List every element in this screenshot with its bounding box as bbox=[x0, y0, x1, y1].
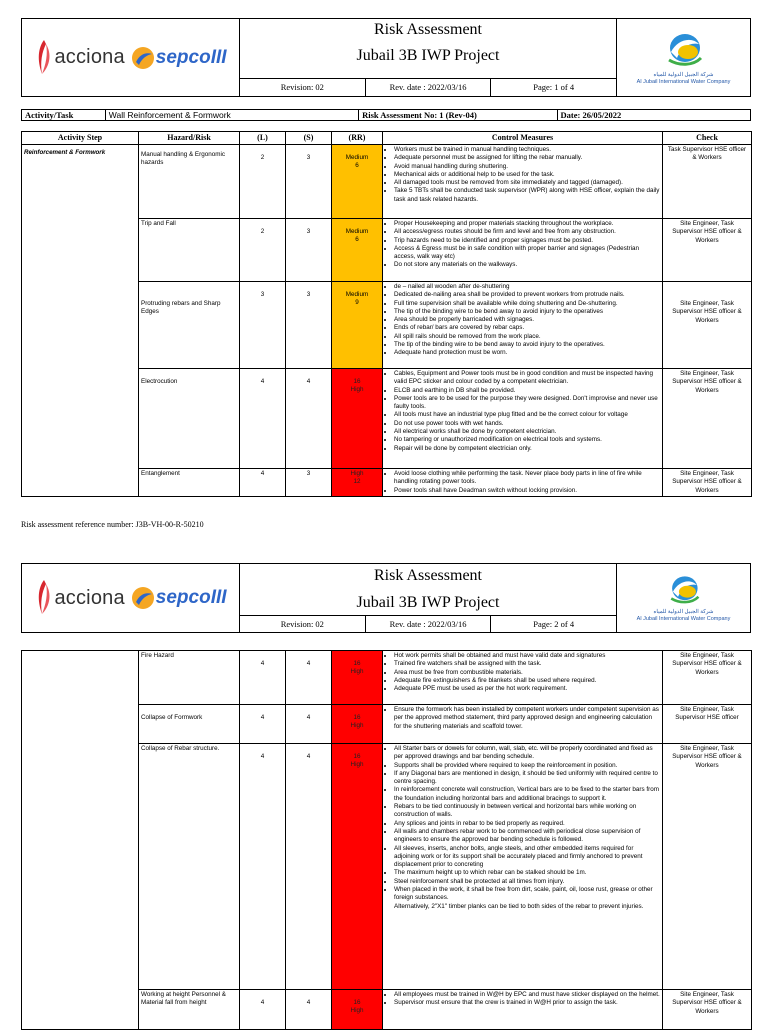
col-likelihood: (L) bbox=[240, 132, 286, 145]
risk-level: High bbox=[350, 1007, 364, 1015]
measure-item: • Proper Housekeeping and proper materials stacking throughout the workplace. bbox=[394, 220, 660, 228]
severity: 3 bbox=[286, 145, 332, 219]
measure-item: • Adequate personnel must be assigned for lifting the rebar manually. bbox=[394, 154, 660, 162]
risk-rating bbox=[332, 469, 383, 497]
likelihood: 2 bbox=[240, 219, 286, 282]
control-measures bbox=[383, 469, 663, 497]
measure-item: • Repair will be done by competent electrician only. bbox=[394, 445, 660, 453]
assessment-date: Date: 26/05/2022 bbox=[560, 110, 622, 120]
measure-item: • Trained fire watchers shall be assigned with the task. bbox=[394, 660, 660, 668]
document-title: Risk Assessment bbox=[373, 567, 482, 584]
risk-level: Medium bbox=[345, 154, 369, 161]
client-name-arabic: شركة الجبيل الدولية للمياه bbox=[653, 609, 714, 615]
control-measures bbox=[383, 145, 663, 219]
severity: 4 bbox=[286, 369, 332, 469]
document-title: Risk Assessment bbox=[373, 21, 482, 38]
page2-header bbox=[21, 563, 751, 633]
measure-item: • The tip of the binding wire to be bend away to avoid injury to the operatives. bbox=[394, 341, 660, 349]
hazard: Manual handling & Ergonomic hazards bbox=[139, 145, 240, 219]
risk-value: 9 bbox=[355, 299, 359, 307]
activity-label: Activity/Task bbox=[22, 110, 106, 120]
check: Task Supervisor HSE officer & Workers bbox=[663, 145, 752, 219]
likelihood: 4 bbox=[240, 744, 286, 990]
acciona-logo-icon bbox=[34, 578, 54, 618]
measure-item: • If any Diagonal bars are mentioned in design, it should be tied uniformly with required centre to centre spacing. bbox=[394, 770, 660, 787]
severity: 3 bbox=[286, 469, 332, 497]
check: Site Engineer, Task Supervisor HSE officer bbox=[663, 705, 752, 744]
measure-item: • Ensure the formwork has been installed by competent workers under competent supervision as per the approved method statement, third party approved design and engineering calculation for the shuttering materials and scaffold tower. bbox=[394, 706, 660, 731]
measure-item: • de – nailed all wooden after de-shuttering bbox=[394, 283, 660, 291]
revision-date: Rev. date : 2022/03/16 bbox=[366, 616, 492, 632]
sepco-logo-icon bbox=[130, 45, 156, 71]
measure-item: • All sleeves, inserts, anchor bolts, angle steels, and other embedded items required for adjoining work or for its support shall be accurately placed and firmly anchored to prevent displacement prior to concreting bbox=[394, 845, 660, 870]
risk-value: 6 bbox=[355, 236, 359, 244]
likelihood: 2 bbox=[240, 145, 286, 219]
check: Site Engineer, Task Supervisor HSE officer & Workers bbox=[663, 369, 752, 469]
measure-item: • Adequate PPE must be used as per the hot work requirement. bbox=[394, 685, 660, 693]
measure-item: • The tip of the binding wire to be bend away to avoid injury to the operatives bbox=[394, 308, 660, 316]
client-logo bbox=[616, 564, 750, 632]
revision-date: Rev. date : 2022/03/16 bbox=[366, 79, 492, 96]
sepco-logo-icon bbox=[130, 585, 156, 611]
measure-item: • Area should be properly barricaded with signages. bbox=[394, 316, 660, 324]
table-header-row bbox=[22, 132, 752, 145]
sepco-wordmark: sepcoIII bbox=[155, 46, 227, 68]
risk-level: High bbox=[350, 722, 364, 730]
col-hazard: Hazard/Risk bbox=[139, 132, 240, 145]
acciona-logo-icon bbox=[34, 38, 54, 78]
severity: 4 bbox=[286, 705, 332, 744]
measure-item: • No tampering or unauthorized modification on electrical tools and systems. bbox=[394, 436, 660, 444]
ajiwc-logo-icon bbox=[665, 573, 703, 607]
measure-item: • Dedicated de-nailing area shall be provided to prevent workers from protrude nails. bbox=[394, 291, 660, 299]
risk-value: 6 bbox=[355, 162, 359, 170]
measure-item: • Area must be free from combustible materials. bbox=[394, 669, 660, 677]
control-measures bbox=[383, 651, 663, 705]
measure-item: • All damaged tools must be removed from site immediately and tagged (damaged). bbox=[394, 179, 660, 187]
control-measures bbox=[383, 744, 663, 990]
severity: 3 bbox=[286, 282, 332, 369]
page1-header bbox=[21, 18, 751, 97]
risk-rating bbox=[332, 282, 383, 369]
project-title: Jubail 3B IWP Project bbox=[356, 47, 500, 64]
col-control-measures: Control Measures bbox=[383, 132, 663, 145]
risk-rating bbox=[332, 651, 383, 705]
hazard: Trip and Fall bbox=[139, 219, 240, 282]
acciona-wordmark: acciona bbox=[54, 586, 125, 609]
check: Site Engineer, Task Supervisor HSE officer & Workers bbox=[663, 282, 752, 369]
control-measures bbox=[383, 282, 663, 369]
risk-level: High bbox=[350, 761, 364, 769]
measure-item: • Avoid loose clothing while performing the task. Never place body parts in line of fire while handling rotating power tools. bbox=[394, 470, 660, 487]
risk-level: Medium bbox=[345, 228, 369, 235]
project-title: Jubail 3B IWP Project bbox=[356, 594, 500, 611]
control-measures bbox=[383, 369, 663, 469]
measure-item: • Supervisor must ensure that the crew is trained in W@H prior to assign the task. bbox=[394, 999, 660, 1007]
measure-item: • All spill rails should be removed from the work place. bbox=[394, 333, 660, 341]
table-row bbox=[22, 145, 752, 219]
revision: Revision: 02 bbox=[240, 79, 366, 96]
measure-item: • Any splices and joints in rebar to be tied properly as required. bbox=[394, 820, 660, 828]
likelihood: 4 bbox=[240, 469, 286, 497]
likelihood: 4 bbox=[240, 705, 286, 744]
risk-value: 16 bbox=[353, 999, 361, 1006]
hazard: Fire Hazard bbox=[139, 651, 240, 705]
measure-item: • Rebars to be tied continuously in between vertical and horizontal bars while working on construction of walls. bbox=[394, 803, 660, 820]
measure-item: • All electrical works shall be done by competent electrician. bbox=[394, 428, 660, 436]
severity: 4 bbox=[286, 651, 332, 705]
client-name-english: Al Jubail International Water Company bbox=[636, 616, 731, 622]
risk-level: High bbox=[350, 386, 364, 394]
risk-value: 16 bbox=[353, 378, 361, 385]
measure-item: • Power tools shall have Deadman switch without locking provision. bbox=[394, 487, 660, 495]
measure-item: • In reinforcement concrete wall construction, Vertical bars are to be fixed to the starter bars from the foundation including horizontal bars and additional bracings to support it. bbox=[394, 786, 660, 803]
risk-assessment-number: Risk Assessment No: 1 (Rev-04) bbox=[359, 110, 557, 120]
col-severity: (S) bbox=[286, 132, 332, 145]
measure-item: • Trip hazards need to be identified and proper signages must be posted. bbox=[394, 237, 660, 245]
likelihood: 4 bbox=[240, 651, 286, 705]
control-measures bbox=[383, 705, 663, 744]
risk-level: High bbox=[350, 470, 364, 477]
risk-value: 12 bbox=[353, 478, 361, 486]
acciona-wordmark: acciona bbox=[54, 46, 125, 68]
measure-item: • Hot work permits shall be obtained and must have valid date and signatures bbox=[394, 652, 660, 660]
measure-item: • All employees must be trained in W@H by EPC and must have sticker displayed on the helmet. bbox=[394, 991, 660, 999]
measure-item: • All tools must have an industrial type plug fitted and be the correct colour for voltage bbox=[394, 411, 660, 419]
company-logos bbox=[22, 564, 240, 632]
severity: 4 bbox=[286, 744, 332, 990]
measure-item: • All walls and chambers rebar work to be commenced with periodical close supervision of engineers to ensure the approved bar bending schedule is followed. bbox=[394, 828, 660, 845]
table-row bbox=[22, 651, 752, 705]
client-name-english: Al Jubail International Water Company bbox=[636, 78, 731, 85]
check: Site Engineer, Task Supervisor HSE officer & Workers bbox=[663, 469, 752, 497]
risk-value: 16 bbox=[353, 660, 361, 667]
ajiwc-logo-icon bbox=[663, 30, 705, 70]
activity-value: Wall Reinforcement & Formwork bbox=[106, 110, 359, 120]
company-logos bbox=[22, 19, 240, 96]
page-number: Page: 2 of 4 bbox=[533, 619, 575, 629]
measure-item: • All Starter bars or dowels for column, wall, slab, etc. will be properly coordinated and fixed as per approved drawings and bar bending schedule. bbox=[394, 745, 660, 762]
measure-item: • Mechanical aids or additional help to be used for the task. bbox=[394, 171, 660, 179]
measure-item: • Access & Egress must be in safe condition with proper barrier and signages (Pedestrian access, walk way etc) bbox=[394, 245, 660, 262]
measure-item: • Full time supervision shall be available while doing shuttering and De-shuttering. bbox=[394, 300, 660, 308]
risk-level: High bbox=[350, 668, 364, 676]
measure-item: • Workers must be trained in manual handling techniques. bbox=[394, 146, 660, 154]
activity-bar bbox=[21, 109, 751, 121]
hazard: Electrocution bbox=[139, 369, 240, 469]
measure-item: • Adequate hand protection must be worn. bbox=[394, 349, 660, 357]
risk-rating bbox=[332, 219, 383, 282]
likelihood: 4 bbox=[240, 990, 286, 1030]
measure-item: • When placed in the work, it shall be free from dirt, scale, paint, oil, loose rust, grease or other foreign substances. bbox=[394, 886, 660, 903]
measure-item: • Do not store any materials on the walkways. bbox=[394, 261, 660, 269]
severity: 3 bbox=[286, 219, 332, 282]
check: Site Engineer, Task Supervisor HSE officer & Workers bbox=[663, 744, 752, 990]
hazard: Collapse of Rebar structure. bbox=[139, 744, 240, 990]
client-name-arabic: شركة الجبيل الدولية للمياه bbox=[653, 71, 714, 78]
likelihood: 3 bbox=[240, 282, 286, 369]
measure-item: • ELCB and earthing in DB shall be provided. bbox=[394, 387, 660, 395]
check: Site Engineer, Task Supervisor HSE officer & Workers bbox=[663, 990, 752, 1030]
risk-rating bbox=[332, 145, 383, 219]
measure-item: • Supports shall be provided where required to keep the reinforcement in position. bbox=[394, 762, 660, 770]
check: Site Engineer, Task Supervisor HSE officer & Workers bbox=[663, 651, 752, 705]
risk-table-page1 bbox=[21, 131, 752, 497]
sepco-wordmark: sepcoIII bbox=[155, 587, 227, 608]
measure-item: • Steel reinforcement shall be protected at all times from injury. bbox=[394, 878, 660, 886]
reference-number: Risk assessment reference number: J3B-VH-00-R-50210 bbox=[21, 520, 204, 529]
measure-item: • All access/egress routes should be firm and level and free from any obstruction. bbox=[394, 228, 660, 236]
hazard: Protruding rebars and Sharp Edges bbox=[139, 282, 240, 369]
risk-level: Medium bbox=[345, 291, 369, 298]
hazard: Working at height Personnel & Material fall from height bbox=[139, 990, 240, 1030]
hazard: Entanglement bbox=[139, 469, 240, 497]
measure-item: Alternatively, 2"X1" timber planks can be tied to both sides of the rebar to prevent injuries. bbox=[394, 902, 644, 910]
hazard: Collapse of Formwork bbox=[139, 705, 240, 744]
risk-rating bbox=[332, 744, 383, 990]
severity: 4 bbox=[286, 990, 332, 1030]
risk-value: 16 bbox=[353, 753, 361, 760]
control-measures bbox=[383, 219, 663, 282]
measure-item: • The maximum height up to which rebar can be stalked should be 1m. bbox=[394, 869, 660, 877]
likelihood: 4 bbox=[240, 369, 286, 469]
measure-item: • Power tools are to be used for the purpose they were designed. Don't improvise and never use faulty tools. bbox=[394, 395, 660, 412]
col-check: Check bbox=[663, 132, 752, 145]
check: Site Engineer, Task Supervisor HSE officer & Workers bbox=[663, 219, 752, 282]
measure-item: • Do not use power tools with wet hands. bbox=[394, 420, 660, 428]
measure-item: • Take 5 TBTs shall be conducted task supervisor (WPR) along with HSE officer, explain the daily task and task related hazards. bbox=[394, 187, 660, 204]
client-logo bbox=[616, 19, 750, 96]
activity-step-continued bbox=[22, 651, 139, 1030]
risk-rating bbox=[332, 705, 383, 744]
page-number: Page: 1 of 4 bbox=[533, 82, 575, 92]
risk-table-page2 bbox=[21, 650, 752, 1030]
risk-value: 16 bbox=[353, 714, 361, 721]
measure-item: • Cables, Equipment and Power tools must be in good condition and must be inspected having valid EPC sticker and colour coded by a competent electrician. bbox=[394, 370, 660, 387]
measure-item: • Avoid manual handling during shuttering. bbox=[394, 163, 660, 171]
risk-rating bbox=[332, 369, 383, 469]
measure-item: • Ends of rebar/ bars are covered by rebar caps. bbox=[394, 324, 660, 332]
revision: Revision: 02 bbox=[240, 616, 366, 632]
activity-step: Reinforcement & Formwork bbox=[22, 145, 139, 497]
col-activity-step: Activity Step bbox=[22, 132, 139, 145]
measure-item: • Adequate fire extinguishers & fire blankets shall be used where required. bbox=[394, 677, 660, 685]
col-risk-rating: (RR) bbox=[332, 132, 383, 145]
